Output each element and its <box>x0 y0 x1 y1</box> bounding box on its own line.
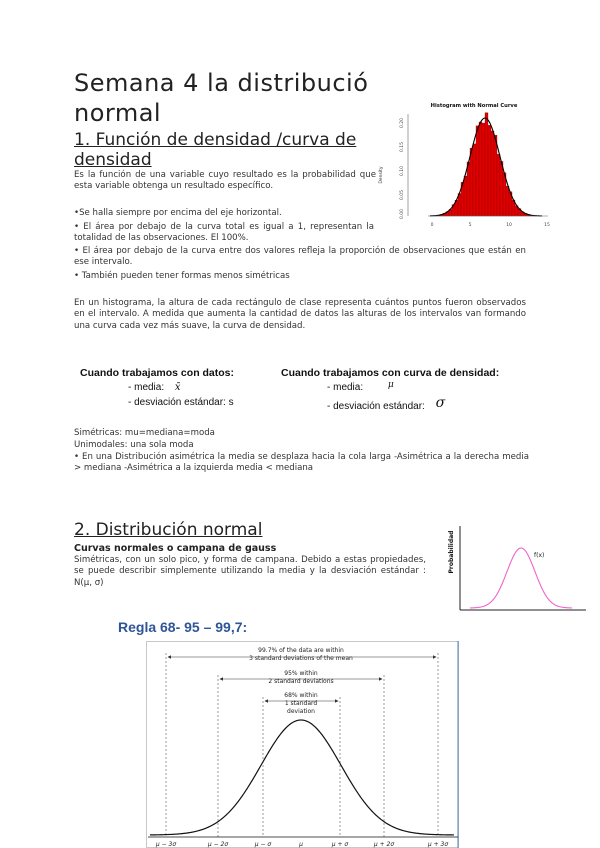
histogram-ytick: 0.05 <box>400 189 405 201</box>
histogram-bar <box>497 154 500 216</box>
histogram-bar <box>482 123 485 216</box>
empirical-rule-figure <box>146 641 459 848</box>
section-1-heading-line-1: 1. Función de densidad /curva de <box>74 130 357 150</box>
section-2-heading: 2. Distribución normal <box>74 520 263 540</box>
histogram-ytick: 0.20 <box>400 117 405 129</box>
histogram-paragraph: En un histograma, la altura de cada rectángulo de clase representa cuántos puntos fueron observados en el intervalo. A medida que aumenta la cantidad de datos las alturas de los intervalos van formando una curva cada vez más suave, la curva de densidad. <box>74 298 526 331</box>
histogram-xtick: 0 <box>430 223 434 228</box>
histogram-bar <box>473 144 476 216</box>
label-68-line-1: 68% within <box>284 692 318 699</box>
small-bell-ylabel: Probabilidad <box>448 530 455 574</box>
section-1-heading <box>74 130 379 170</box>
note-symmetric: Simétricas: mu=mediana=moda <box>74 428 215 438</box>
x-bar-symbol: x̄ <box>174 382 181 393</box>
data-media-label <box>128 382 181 393</box>
histogram-xtick: 5 <box>468 223 472 228</box>
regla-heading: Regla 68- 95 – 99,7: <box>118 619 248 635</box>
histogram-bar <box>485 113 488 216</box>
histogram-ytick: 0.00 <box>400 208 405 220</box>
small-bell-curve <box>470 548 572 608</box>
data-heading: Cuando trabajamos con datos: <box>80 367 235 379</box>
histogram-bar <box>491 131 494 216</box>
page-title <box>74 68 368 128</box>
bullet-3: • El área por debajo de la curva entre dos valores refleja la proporción de observaciones que están en ese intervalo. <box>74 246 526 268</box>
note-asymmetric: • En una Distribución asimétrica la media se desplaza hacia la cola larga -Asimétrica a la derecha media > mediana -Asimétrica a la izquierda media < mediana <box>74 452 529 474</box>
data-sd-label: - desviación estándar: s <box>128 397 234 408</box>
axis-label-mu-minus-2sigma: μ − 2σ <box>207 841 229 848</box>
histogram-title: Histogram with Normal Curve <box>430 103 518 109</box>
histogram-xtick: 15 <box>544 223 550 228</box>
bullet-1: •Se halla siempre por encima del eje horizontal. <box>74 208 282 218</box>
histogram-bar <box>476 126 479 216</box>
density-sd-label <box>327 397 445 413</box>
histogram-bar <box>464 176 467 216</box>
label-68-line-3: deviation <box>287 708 315 715</box>
histogram-xtick: 10 <box>506 223 512 228</box>
small-bell-fx-label: f(x) <box>534 552 545 559</box>
title-line-1: Semana 4 la distribució <box>74 69 369 97</box>
section-2-text: Simétricas, con un solo pico, y forma de campana. Debido a estas propiedades, se puede describir simplemente utilizando la media y la desviación estándar : N(μ, σ) <box>74 555 426 588</box>
small-bell-figure <box>440 522 590 617</box>
histogram-bar <box>500 161 503 216</box>
mu-symbol: μ <box>387 380 394 390</box>
axis-label-mu-minus-sigma: μ − σ <box>254 841 272 848</box>
density-media-label <box>327 382 394 393</box>
section-2-subheading: Curvas normales o campana de gauss <box>74 543 277 554</box>
section-1-intro: Es la función de una variable cuyo resultado es la probabilidad que esta variable obtenga un resultado específico. <box>74 170 376 192</box>
label-95-line-2: 2 standard deviations <box>268 678 334 685</box>
note-unimodal: Unimodales: una sola moda <box>74 440 194 450</box>
histogram-bar <box>479 122 482 216</box>
histogram-figure <box>372 100 552 235</box>
label-99-7-line-1: 99.7% of the data are within <box>258 647 344 654</box>
label-68-line-2: 1 standard <box>284 700 318 707</box>
label-99-7-line-2: 3 standard deviations of the mean <box>249 655 353 662</box>
histogram-bar <box>494 135 497 216</box>
histogram-bar <box>488 125 491 216</box>
histogram-bar <box>467 162 470 216</box>
histogram-ytick: 0.10 <box>400 165 405 177</box>
title-line-2: normal <box>74 99 162 127</box>
axis-label-mu-plus-3sigma: μ + 3σ <box>427 841 449 848</box>
bullet-2: • El área por debajo de la curva total es igual a 1, representan la totalidad de las observaciones. El 100%. <box>74 222 374 244</box>
data-media-text: - media: <box>128 382 165 393</box>
density-sd-text: - desviación estándar: <box>327 401 425 412</box>
section-1-heading-line-2: densidad <box>74 150 152 170</box>
axis-label-mu: μ <box>299 841 303 848</box>
histogram-bar <box>470 148 473 216</box>
axis-label-mu-minus-3sigma: μ − 3σ <box>155 841 177 848</box>
bullet-4: • También pueden tener formas menos simétricas <box>74 271 290 281</box>
label-95-line-1: 95% within <box>284 670 318 677</box>
sigma-symbol: σ <box>435 395 446 411</box>
histogram-bar <box>506 186 509 216</box>
density-media-text: - media: <box>327 382 364 393</box>
density-heading: Cuando trabajamos con curva de densidad: <box>281 367 500 379</box>
histogram-ylabel: Density <box>379 166 384 184</box>
histogram-ytick: 0.15 <box>400 141 405 153</box>
histogram-bars <box>434 113 536 216</box>
axis-label-mu-plus-2sigma: μ + 2σ <box>373 841 395 848</box>
axis-label-mu-plus-sigma: μ + σ <box>331 841 349 848</box>
